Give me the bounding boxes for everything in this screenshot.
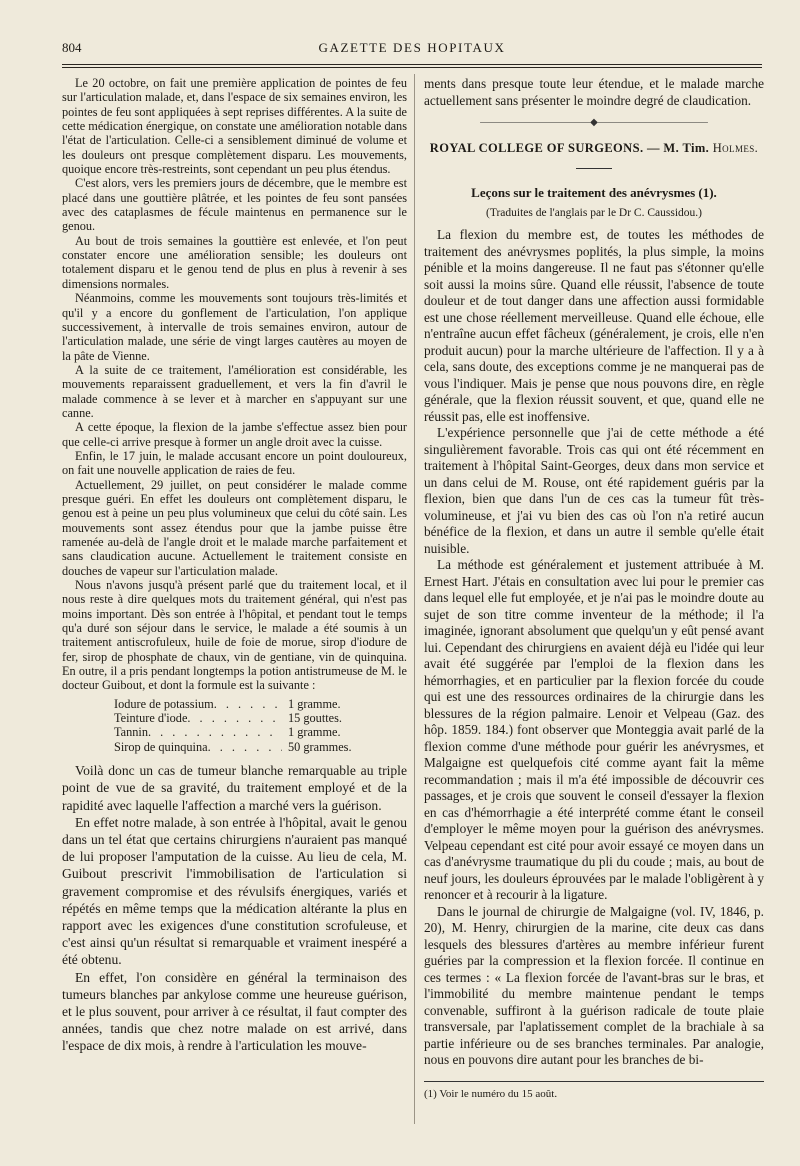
ingredient-name: Teinture d'iode: [114, 711, 188, 726]
paragraph: Dans le journal de chirurgie de Malgaigne (vol. IV, 1846, p. 20), M. Henry, chirurgien de la marine, cite deux cas dans lesquels des blessures d'artères au membre inférieur furent guéries par la compression et la flexion forcée. Il continue en ces termes : « La flexion forcée de l'avant-bras sur le bras, et l'immobilité du membre maintenue pendant le temps convenable, suffiront à la guérison radicale de toute plaie transversale, par l'aplatissement complet de la brachiale à sa partie inférieure ou de ses branches terminales. Par analogie, nous en pouvons dire autant pour les branches de bi-: [424, 903, 764, 1067]
column-separator: [414, 74, 415, 1124]
paragraph: Au bout de trois semaines la gouttière est enlevée, et l'on peut constater encore une amélioration sensible; les douleurs ont totalement disparu et le genou tend de plus en plus à revenir à ses dimensions normales.: [62, 233, 407, 291]
leader-dots: [148, 725, 282, 739]
paragraph: Nous n'avons jusqu'à présent parlé que du traitement local, et il nous reste à dire quelques mots du traitement général, qui n'est pas moins important. Dès son entrée à l'hôpital, et pendant tout le temps qu'a duré son séjour dans le service, le malade a été soumis à un traitement antiscrofuleux, huile de foie de morue, sirop d'iodure de fer, sirop de phosphate de chaux, vin de gentiane, vin de quinquina. En outre, il a pris pendant longtemps la potion antistrumeuse de M. le docteur Guibout, et dont la formule est la suivante :: [62, 578, 407, 693]
leader-dots: [208, 740, 282, 754]
paragraph: A la suite de ce traitement, l'amélioration est considérable, les mouvements reparaissent graduellement, et vers la fin d'avril le malade commence à se lever et à marcher en s'appuyant sur une canne.: [62, 362, 407, 420]
header-rule: [62, 64, 762, 65]
paragraph: Enfin, le 17 juin, le malade accusant encore un point douloureux, on fait une nouvelle application de raies de feu.: [62, 448, 407, 478]
section-heading-text: ROYAL COLLEGE OF SURGEONS. — M. Tim.: [429, 140, 710, 155]
right-column: [424, 76, 764, 1102]
leader-dots: [214, 697, 282, 711]
ingredient-name: Tannin: [114, 725, 148, 740]
ingredient-quantity: 1 gramme.: [288, 725, 341, 740]
short-rule: [576, 168, 612, 169]
paragraph: En effet notre malade, à son entrée à l'hôpital, avait le genou dans un tel état que certains chirurgiens n'auraient pas manqué de lui proposer l'amputation de la cuisse. Au lieu de cela, M. Guibout prescrivit l'immobilisation de l'articulation si gravement compromise et des révulsifs énergiques, variés et répétés en même temps que la médication altérante la plus en rapport avec les exigences d'une constitution scrofuleuse, et c'est ainsi qu'un résultat si remarquable et vraiment inespéré a été obtenu.: [62, 814, 407, 968]
recipe-row: [114, 711, 376, 725]
section-author: Holmes.: [712, 140, 759, 155]
recipe-row: [114, 697, 376, 711]
paragraph: En effet, l'on considère en général la terminaison des tumeurs blanches par ankylose comme une heureuse guérison, et le plus souvent, pour arriver à ce résultat, il faut compter des années, tandis que chez notre malade on est arrivé, dans l'espace de dix mois, à rendre à l'articulation les mouve-: [62, 969, 407, 1054]
header-rule-double: [62, 67, 762, 68]
paragraph: ments dans presque toute leur étendue, et le malade marche actuellement sans présenter le moindre degré de claudication.: [424, 76, 764, 108]
footnote: (1) Voir le numéro du 15 août.: [424, 1087, 558, 1100]
ingredient-name: Sirop de quinquina: [114, 739, 208, 754]
page-header: [62, 40, 762, 62]
recipe-formula: [114, 697, 376, 754]
footnote-rule: [424, 1081, 764, 1082]
journal-title: GAZETTE DES HOPITAUX: [318, 40, 506, 55]
leader-dots: [187, 711, 282, 725]
paragraph: Actuellement, 29 juillet, on peut considérer le malade comme presque guéri. En effet les douleurs ont complètement disparu, le genou est à peine un peu plus volumineux que celui du côté sain. Les mouvements sont assez étendus pour que la jambe puisse être ramenée au-delà de l'angle droit et le malade marche parfaitement et sans claudication aucune. Actuellement le traitement consiste en douches de vapeur sur l'articulation malade.: [62, 477, 407, 578]
recipe-row: [114, 725, 376, 739]
ingredient-quantity: 1 gramme.: [288, 696, 341, 711]
page-number: 804: [62, 40, 82, 55]
ingredient-name: Iodure de potassium: [114, 696, 214, 711]
paragraph: La méthode est généralement et justement attribuée à M. Ernest Hart. J'étais en consultation avec lui pour le premier cas dans lequel elle fut employée, et je n'ai pas le moindre doute au sujet de son titre comme inventeur de la méthode; il l'a imaginée, ignorant absolument que quelqu'un y eût pensé avant lui. Cependant des chirurgiens en avaient déjà eu l'idée qui leur avait été suggérée par l'emploi de la flexion dans les hémorrhagies, et en particulier par la flexion forcée du coude qui est une des ressources ordinaires de la chirurgie dans les blessures de la région palmaire. Lenoir et Velpeau (Gaz. des hôp. 1859. 184.) font observer que Monteggia avait parlé de la flexion comme d'une méthode pour guérir les anévrysmes, et Malgaigne est quelquefois cité comme ayant fait la même recommandation ; mais il m'a été impossible de découvrir ces passages, et je crois que souvent le conseil d'essayer la flexion en cas d'hémorrhagie a été interprété comme étant le conseil d'employer le même moyen pour la guérison des anévrysmes. Velpeau cependant est cité pour avoir essayé ce moyen dans un cas d'anévrysme traumatique du pli du coude ; mais, au bout de neuf jours, les douleurs éprouvées par le malade l'obligèrent à y renoncer et à recourir à la ligature.: [424, 557, 764, 902]
section-heading: [424, 140, 764, 157]
recipe-row: [114, 740, 376, 754]
ingredient-quantity: 15 gouttes.: [288, 711, 342, 726]
paragraph: C'est alors, vers les premiers jours de décembre, que le membre est placé dans une gouttière plâtrée, et les pointes de feu sont pansées avec des cataplasmes de fécule maintenus en permanence sur le genou.: [62, 176, 407, 234]
paragraph: A cette époque, la flexion de la jambe s'effectue assez bien pour que celle-ci arrive presque à former un angle droit avec la cuisse.: [62, 420, 407, 449]
paragraph: Le 20 octobre, on fait une première application de pointes de feu sur l'articulation malade, et, dans l'espace de six semaines environ, les pointes de feu sont appliquées à sept reprises différentes. A la suite de cette médication énergique, on constate une amélioration notable dans l'état de l'articulation. Celle-ci a sensiblement diminué de volume et les douleurs ont presque complètement disparu. Les mouvements, quoique encore très-restreints, sont cependant un peu plus étendus.: [62, 76, 407, 177]
paragraph: Néanmoins, comme les mouvements sont toujours très-limités et qu'il y a encore du gonflement de l'articulation, l'on applique successivement, à intervalle de trois semaines environ, autour de l'articulation malade, une série de vingt larges cautères au moyen de la pâte de Vienne.: [62, 291, 407, 363]
translator-credit: (Traduites de l'anglais par le Dr C. Caussidou.): [486, 206, 702, 219]
paragraph: Voilà donc un cas de tumeur blanche remarquable au triple point de vue de sa gravité, du traitement employé et de la rapidité avec laquelle l'affection a marché vers la guérison.: [62, 763, 407, 813]
section-ornament: ———————————◆———————————: [480, 117, 708, 128]
left-column: [62, 76, 407, 1055]
paragraph: L'expérience personnelle que j'ai de cette méthode a été singulièrement favorable. Trois cas qui ont été récemment en traitement à l'hôpital Saint-Georges, deux dans mon service et un dans celui de M. Rouse, ont été rapidement guéris par la flexion, bien que dans l'un de ces cas la tumeur fût très-volumineuse, et j'ai vu bien des cas où l'on n'a retiré aucun bénéfice de la flexion, et dans un autre il semble qu'elle était nuisible.: [424, 425, 764, 556]
ingredient-quantity: 50 grammes.: [288, 739, 352, 754]
lecture-title: Leçons sur le traitement des anévrysmes (1).: [471, 185, 717, 200]
paragraph: La flexion du membre est, de toutes les méthodes de traitement des anévrysmes poplités, la plus simple, la moins pénible et la moins dangereuse. Il ne faut pas s'étonner qu'elle soit aussi la moins sûre. Quand elle réussit, l'absence de toute douleur et de tout danger dans une affection aussi formidable est une chose réellement merveilleuse. Quand elle échoue, elle n'entraîne aucun effet fâcheux (généralement, je crois, elle n'en produit aucun) pour la marche ultérieure de l'affection. Il y a à cela, sans doute, des exceptions comme je ne manquerai pas de vous l'indiquer. Mais je pense que nous pouvons dire, en règle générale, que la flexion réussit souvent, et que, quand elle ne réussit pas, elle est inoffensive.: [424, 227, 764, 424]
